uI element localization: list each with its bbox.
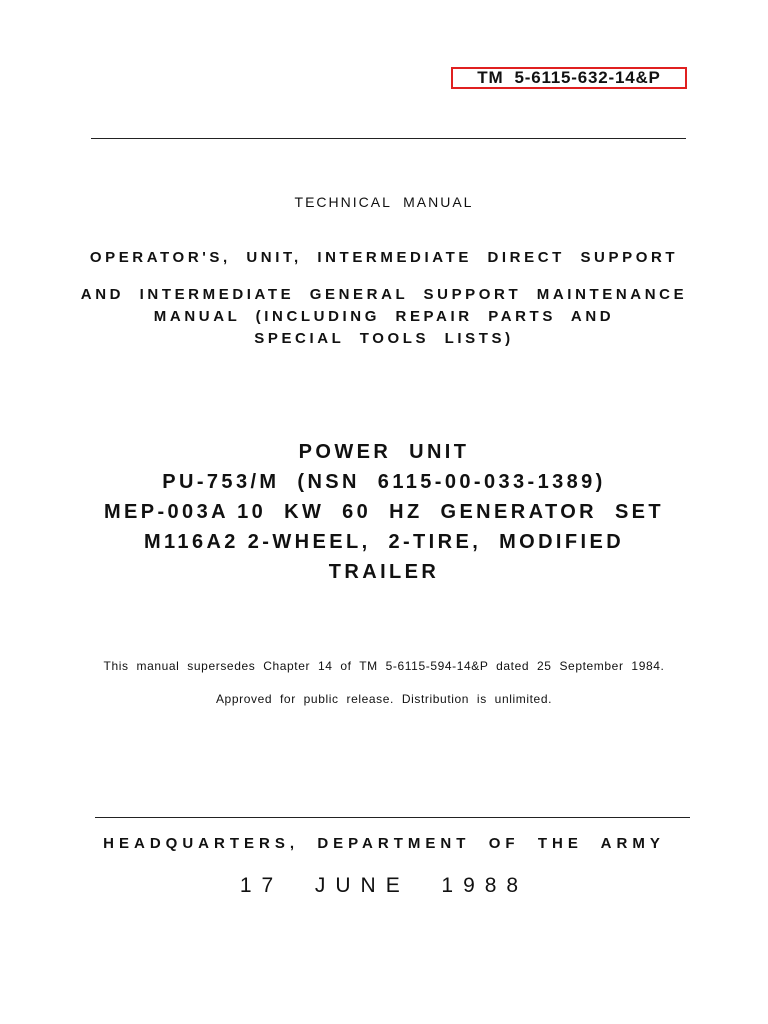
- tm-number-label: TM 5-6115-632-14&P: [451, 67, 687, 89]
- issuer-line: HEADQUARTERS, DEPARTMENT OF THE ARMY: [103, 835, 665, 852]
- supersedes-notice: This manual supersedes Chapter 14 of TM 5-6115-594-14&P dated 25 September 1984.: [103, 659, 665, 673]
- top-divider: [91, 138, 686, 139]
- title-line: MEP-003A 10 KW 60 HZ GENERATOR SET: [103, 501, 665, 523]
- bottom-divider: [95, 817, 690, 818]
- subtitle-line: MANUAL (INCLUDING REPAIR PARTS AND: [153, 308, 615, 325]
- distribution-notice: Approved for public release. Distribution is unlimited.: [215, 692, 553, 706]
- title-line: M116A2 2-WHEEL, 2-TIRE, MODIFIED: [143, 531, 625, 553]
- subtitle-line: OPERATOR'S, UNIT, INTERMEDIATE DIRECT SUPPORT: [89, 249, 679, 266]
- title-line: PU-753/M (NSN 6115-00-033-1389): [162, 471, 606, 493]
- document-type: TECHNICAL MANUAL: [294, 194, 474, 210]
- title-line: POWER UNIT: [298, 441, 470, 463]
- subtitle-line: AND INTERMEDIATE GENERAL SUPPORT MAINTENANCE: [80, 286, 688, 303]
- issue-date: 17 JUNE 1988: [239, 874, 529, 897]
- subtitle-line: SPECIAL TOOLS LISTS): [254, 330, 514, 347]
- title-line: TRAILER: [328, 561, 440, 583]
